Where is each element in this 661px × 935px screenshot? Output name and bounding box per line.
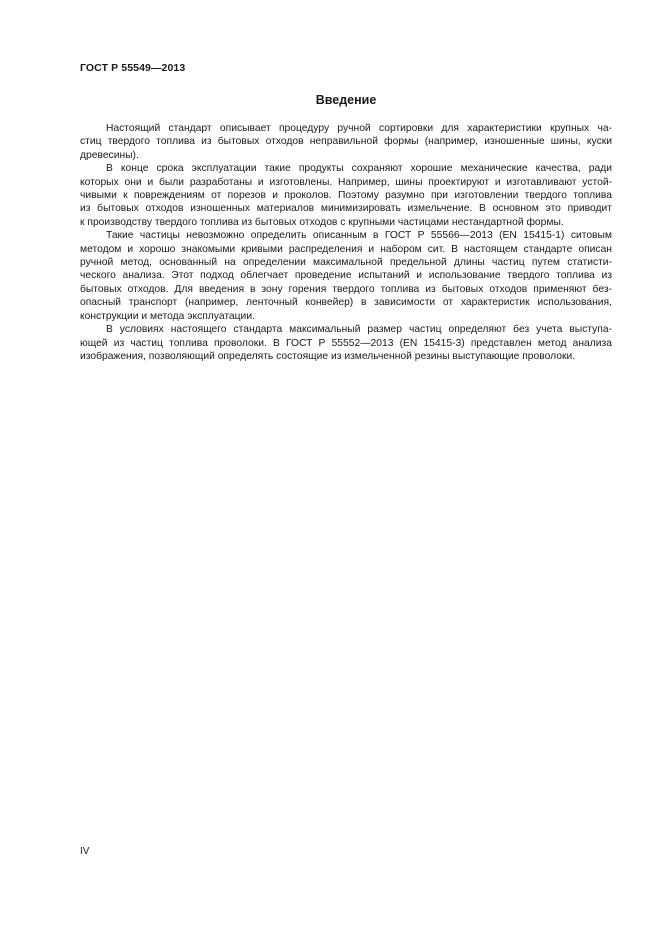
paragraph-4: [80, 323, 612, 363]
section-title: Введение: [315, 93, 377, 107]
paragraph-2: [80, 162, 612, 229]
paragraph-line: ручной метод, основанный на определении максимальной предельной длины частиц путем статисти-: [80, 257, 612, 269]
paragraph-line: бытовых отходов. Для введения в зону горения твердого топлива из бытовых отходов применяют без-: [80, 283, 612, 295]
paragraph-line: чивыми к повреждениям от порезов и проколов. Поэтому разумно при изготовлении твердого топлива: [80, 190, 612, 202]
paragraph-line: к производству твердого топлива из бытовых отходов с крупными частицами нестандартной формы.: [80, 216, 564, 228]
paragraph-line: Такие частицы невозможно определить описанным в ГОСТ Р 55566—2013 (EN 15415-1) ситовым: [106, 230, 612, 242]
paragraph-line: В условиях настоящего стандарта максимальный размер частиц определяют без учета выступа-: [106, 324, 612, 336]
body-text: [80, 122, 612, 363]
paragraph-line: методом и хорошо знакомыми кривыми распределения и набором сит. В настоящем стандарте описан: [80, 243, 612, 255]
paragraph-line: которых они и были разработаны и изготовлены. Например, шины проектируют и изготавливают устой-: [80, 176, 612, 188]
paragraph-line: конструкции и метода эксплуатации.: [80, 310, 255, 322]
paragraph-3: [80, 229, 612, 323]
paragraph-line: изображения, позволяющий определять состоящие из измельченной резины выступающие проволоки.: [80, 350, 576, 362]
paragraph-line: ющей из частиц топлива проволоки. В ГОСТ Р 55552—2013 (EN 15415-3) представлен метод анализа: [80, 337, 612, 349]
paragraph-line: из бытовых отходов изношенных материалов минимизировать измельчение. В основном это приводит: [80, 203, 612, 215]
paragraph-line: стиц твердого топлива из бытовых отходов неправильной формы (например, изношенные шины, куски: [80, 136, 612, 148]
paragraph-1: [80, 122, 612, 162]
paragraph-line: опасный транспорт (например, ленточный конвейер) в зависимости от характеристик использования,: [80, 297, 612, 309]
paragraph-line: Настоящий стандарт описывает процедуру ручной сортировки для характеристики крупных ча-: [106, 123, 612, 134]
paragraph-line: В конце срока эксплуатации такие продукты сохраняют хорошие механические качества, ради: [106, 163, 612, 175]
paragraph-line: древесины).: [80, 149, 139, 161]
paragraph-line: ческого анализа. Этот подход облегчает проведение испытаний и использование твердого топлива из: [80, 270, 612, 282]
page-number: IV: [80, 846, 90, 857]
document-standard-code: ГОСТ Р 55549—2013: [80, 62, 186, 74]
